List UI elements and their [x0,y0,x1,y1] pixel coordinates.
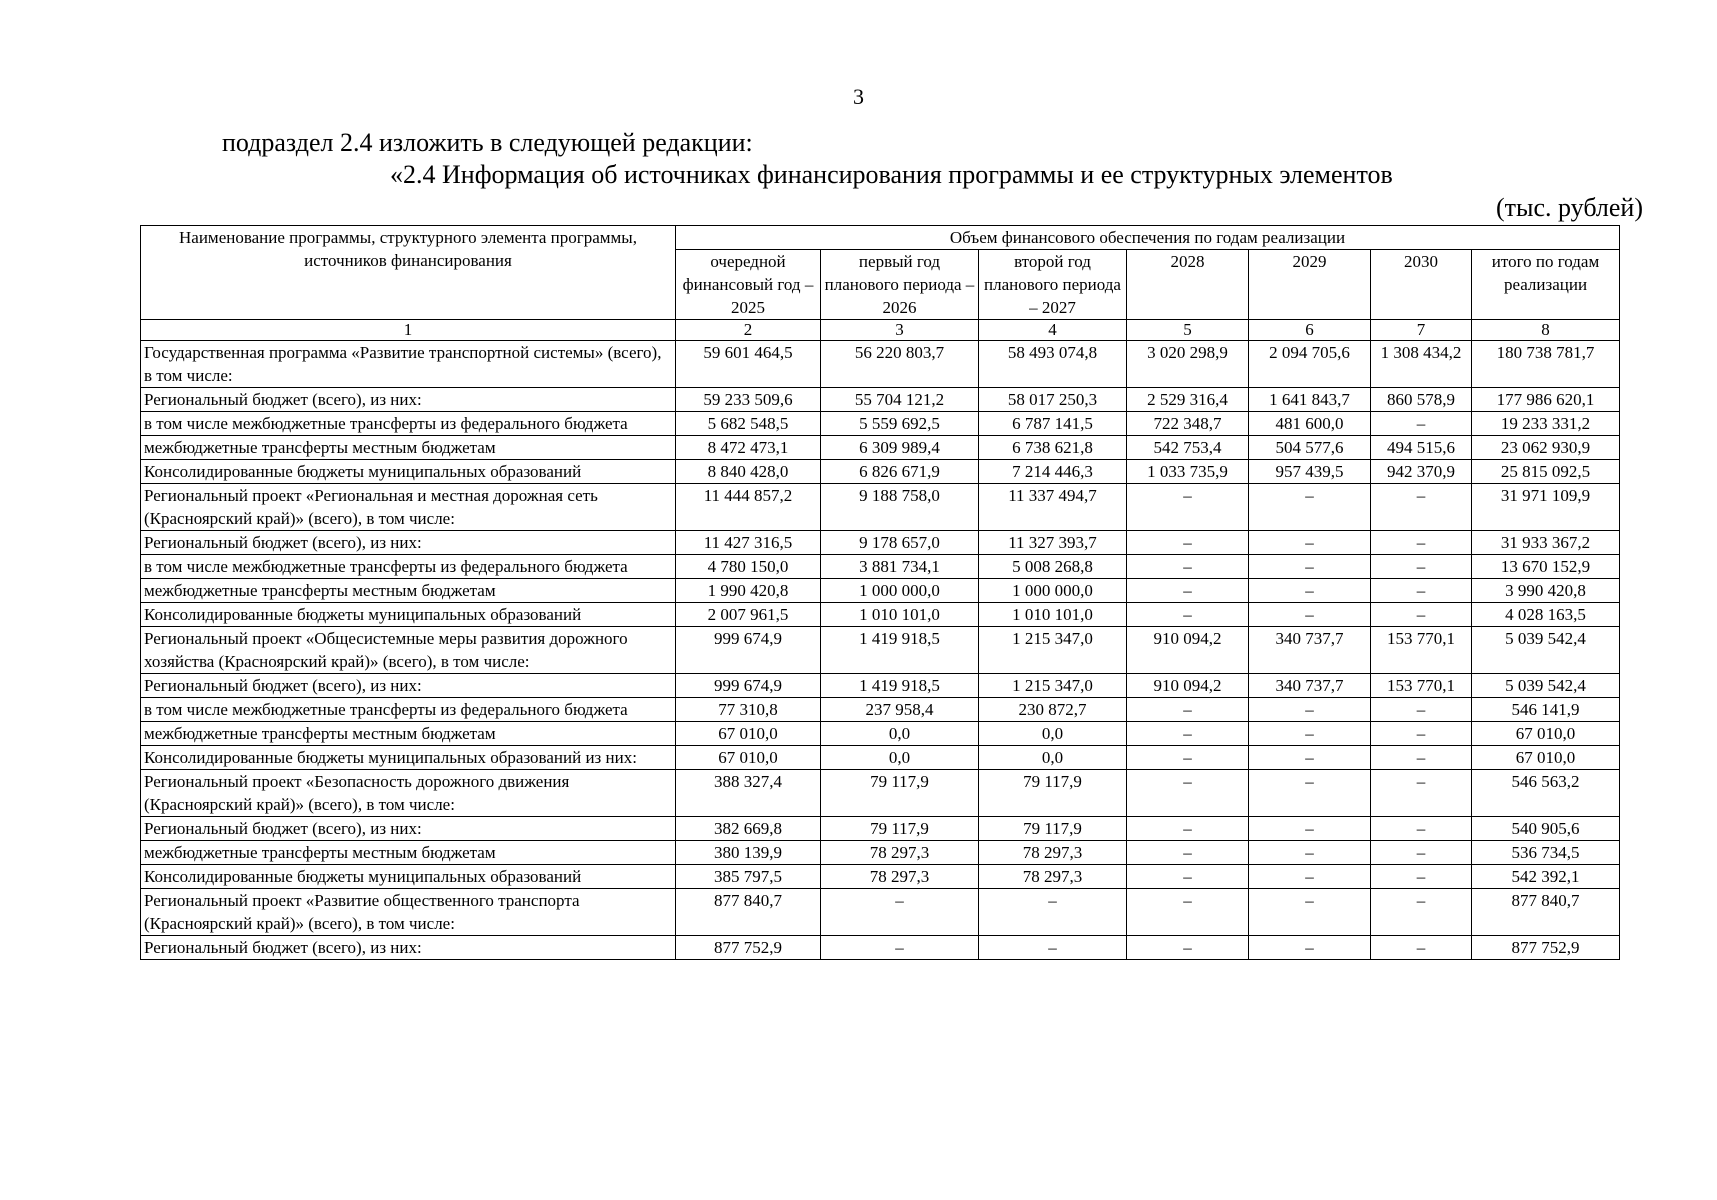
column-number: 1 [141,320,676,341]
table-row [141,627,1620,674]
row-value: 877 752,9 [676,936,821,960]
row-name: межбюджетные трансферты местным бюджетам [141,722,676,746]
row-value: 79 117,9 [821,817,979,841]
row-value: 1 641 843,7 [1249,388,1371,412]
row-value: 3 881 734,1 [821,555,979,579]
row-value: – [1371,889,1472,936]
row-value: 6 738 621,8 [979,436,1127,460]
row-value: 11 327 393,7 [979,531,1127,555]
year-header: первый год планового периода – 2026 [821,250,979,320]
table-row [141,817,1620,841]
row-value: 31 971 109,9 [1472,484,1620,531]
row-value: 0,0 [979,722,1127,746]
column-number: 3 [821,320,979,341]
row-value: – [979,889,1127,936]
row-value: 11 444 857,2 [676,484,821,531]
row-name: межбюджетные трансферты местным бюджетам [141,436,676,460]
row-value: 8 840 428,0 [676,460,821,484]
row-value: – [1249,770,1371,817]
row-name: Консолидированные бюджеты муниципальных образований [141,460,676,484]
section-heading: «2.4 Информация об источниках финансирования программы и ее структурных элементов [390,160,1393,189]
row-value: – [1249,889,1371,936]
row-value: 877 840,7 [1472,889,1620,936]
row-value: 494 515,6 [1371,436,1472,460]
row-value: 0,0 [979,746,1127,770]
row-name: Региональный бюджет (всего), из них: [141,936,676,960]
column-number: 8 [1472,320,1620,341]
row-value: 1 000 000,0 [821,579,979,603]
row-value: 5 039 542,4 [1472,627,1620,674]
row-value: 67 010,0 [676,746,821,770]
name-column-header: Наименование программы, структурного элемента программы, источников финансирования [141,226,676,320]
row-value: 999 674,9 [676,674,821,698]
row-value: 910 094,2 [1127,627,1249,674]
row-value: 340 737,7 [1249,674,1371,698]
row-value: – [979,936,1127,960]
table-row [141,388,1620,412]
funding-group-header: Объем финансового обеспечения по годам реализации [676,226,1620,250]
row-value: – [1371,412,1472,436]
table-row [141,722,1620,746]
row-value: 8 472 473,1 [676,436,821,460]
row-value: 382 669,8 [676,817,821,841]
row-value: 1 010 101,0 [979,603,1127,627]
row-value: 59 233 509,6 [676,388,821,412]
row-value: 9 178 657,0 [821,531,979,555]
row-value: – [1127,531,1249,555]
table-row [141,436,1620,460]
row-value: 0,0 [821,746,979,770]
row-value: 546 563,2 [1472,770,1620,817]
row-value: 25 815 092,5 [1472,460,1620,484]
row-value: 6 309 989,4 [821,436,979,460]
table-row [141,603,1620,627]
row-value: 56 220 803,7 [821,341,979,388]
table-row [141,341,1620,388]
table-row [141,698,1620,722]
row-value: 59 601 464,5 [676,341,821,388]
row-name: в том числе межбюджетные трансферты из федерального бюджета [141,555,676,579]
row-value: 6 787 141,5 [979,412,1127,436]
row-value: 860 578,9 [1371,388,1472,412]
row-value: 877 840,7 [676,889,821,936]
row-name: Консолидированные бюджеты муниципальных образований из них: [141,746,676,770]
row-value: 942 370,9 [1371,460,1472,484]
row-name: межбюджетные трансферты местным бюджетам [141,841,676,865]
units-label: (тыс. рублей) [1495,193,1643,222]
row-value: 7 214 446,3 [979,460,1127,484]
row-value: 540 905,6 [1472,817,1620,841]
row-value: – [1249,603,1371,627]
row-value: 5 559 692,5 [821,412,979,436]
row-value: 957 439,5 [1249,460,1371,484]
row-value: – [1249,555,1371,579]
year-header: второй год планового периода – 2027 [979,250,1127,320]
row-value: – [1371,817,1472,841]
row-value: – [1371,555,1472,579]
row-value: 1 215 347,0 [979,627,1127,674]
table-row [141,555,1620,579]
row-name: Консолидированные бюджеты муниципальных образований [141,865,676,889]
row-value: – [1127,770,1249,817]
column-number: 6 [1249,320,1371,341]
column-number: 4 [979,320,1127,341]
row-value: 180 738 781,7 [1472,341,1620,388]
row-value: – [1249,817,1371,841]
row-value: 77 310,8 [676,698,821,722]
row-value: 3 020 298,9 [1127,341,1249,388]
header-row-group [141,226,1620,250]
row-value: – [1127,865,1249,889]
row-value: 504 577,6 [1249,436,1371,460]
table-row [141,889,1620,936]
row-value: – [821,936,979,960]
table-row [141,841,1620,865]
column-number-row [141,320,1620,341]
row-value: 1 033 735,9 [1127,460,1249,484]
row-value: 5 039 542,4 [1472,674,1620,698]
row-value: 67 010,0 [676,722,821,746]
row-value: – [1249,579,1371,603]
row-name: в том числе межбюджетные трансферты из федерального бюджета [141,412,676,436]
row-value: 67 010,0 [1472,722,1620,746]
row-value: – [1127,555,1249,579]
row-value: 5 008 268,8 [979,555,1127,579]
row-value: 0,0 [821,722,979,746]
row-value: 9 188 758,0 [821,484,979,531]
row-value: 380 139,9 [676,841,821,865]
row-value: 6 826 671,9 [821,460,979,484]
row-value: – [1127,841,1249,865]
year-header: очередной финансовый год – 2025 [676,250,821,320]
row-value: – [1371,841,1472,865]
column-number: 7 [1371,320,1472,341]
row-value: – [1249,484,1371,531]
row-value: 536 734,5 [1472,841,1620,865]
row-value: 177 986 620,1 [1472,388,1620,412]
row-value: 67 010,0 [1472,746,1620,770]
row-value: – [1371,746,1472,770]
year-header: 2030 [1371,250,1472,320]
row-value: – [1249,865,1371,889]
row-value: 1 010 101,0 [821,603,979,627]
row-value: 11 337 494,7 [979,484,1127,531]
row-value: – [1127,698,1249,722]
row-value: 78 297,3 [821,841,979,865]
row-value: 1 308 434,2 [1371,341,1472,388]
row-value: 11 427 316,5 [676,531,821,555]
row-value: 23 062 930,9 [1472,436,1620,460]
row-name: межбюджетные трансферты местным бюджетам [141,579,676,603]
row-value: 58 017 250,3 [979,388,1127,412]
row-value: – [1127,889,1249,936]
row-value: 1 000 000,0 [979,579,1127,603]
row-value: 542 392,1 [1472,865,1620,889]
row-value: 385 797,5 [676,865,821,889]
row-value: 31 933 367,2 [1472,531,1620,555]
row-value: 3 990 420,8 [1472,579,1620,603]
row-name: Региональный проект «Безопасность дорожного движения (Красноярский край)» (всего), в том числе: [141,770,676,817]
row-name: Региональный бюджет (всего), из них: [141,388,676,412]
row-name: Государственная программа «Развитие транспортной системы» (всего), в том числе: [141,341,676,388]
row-value: 237 958,4 [821,698,979,722]
row-value: – [1371,603,1472,627]
row-value: 78 297,3 [979,865,1127,889]
row-value: – [1371,698,1472,722]
row-value: 2 094 705,6 [1249,341,1371,388]
row-value: 5 682 548,5 [676,412,821,436]
row-value: – [1127,746,1249,770]
row-value: 388 327,4 [676,770,821,817]
row-value: 481 600,0 [1249,412,1371,436]
year-header: 2029 [1249,250,1371,320]
row-value: 1 990 420,8 [676,579,821,603]
row-value: 153 770,1 [1371,674,1472,698]
row-value: 78 297,3 [979,841,1127,865]
table-row [141,579,1620,603]
table-row [141,936,1620,960]
row-value: 910 094,2 [1127,674,1249,698]
row-value: – [1127,817,1249,841]
row-value: 153 770,1 [1371,627,1472,674]
row-value: – [1249,722,1371,746]
row-value: 999 674,9 [676,627,821,674]
row-value: 4 028 163,5 [1472,603,1620,627]
row-name: Региональный бюджет (всего), из них: [141,531,676,555]
row-value: 19 233 331,2 [1472,412,1620,436]
row-value: 55 704 121,2 [821,388,979,412]
table-row [141,484,1620,531]
row-value: – [1371,722,1472,746]
table-row [141,770,1620,817]
row-name: в том числе межбюджетные трансферты из федерального бюджета [141,698,676,722]
row-value: – [1249,698,1371,722]
row-value: 1 419 918,5 [821,627,979,674]
row-value: 230 872,7 [979,698,1127,722]
row-value: – [1371,936,1472,960]
row-name: Региональный проект «Развитие общественного транспорта (Красноярский край)» (всего), в том числе: [141,889,676,936]
financing-table [140,225,1620,960]
row-value: 4 780 150,0 [676,555,821,579]
row-value: 2 007 961,5 [676,603,821,627]
row-name: Региональный проект «Региональная и местная дорожная сеть (Красноярский край)» (всего), в том числе: [141,484,676,531]
table-row [141,531,1620,555]
row-value: – [1249,746,1371,770]
table-row [141,412,1620,436]
row-value: 58 493 074,8 [979,341,1127,388]
row-value: – [1127,484,1249,531]
table-row [141,674,1620,698]
row-value: 79 117,9 [979,817,1127,841]
column-number: 2 [676,320,821,341]
row-value: – [1127,603,1249,627]
row-name: Региональный проект «Общесистемные меры развития дорожного хозяйства (Красноярский край)» (всего), в том числе: [141,627,676,674]
row-value: – [1371,579,1472,603]
row-value: 542 753,4 [1127,436,1249,460]
row-value: 13 670 152,9 [1472,555,1620,579]
row-value: – [1371,484,1472,531]
row-value: – [1249,936,1371,960]
row-value: – [1371,770,1472,817]
row-name: Региональный бюджет (всего), из них: [141,674,676,698]
table-body [141,341,1620,960]
row-value: – [1249,531,1371,555]
row-value: 78 297,3 [821,865,979,889]
row-value: 79 117,9 [821,770,979,817]
page-number: 3 [853,84,864,109]
row-value: 722 348,7 [1127,412,1249,436]
row-value: – [1127,722,1249,746]
row-value: 877 752,9 [1472,936,1620,960]
row-value: – [1127,936,1249,960]
row-name: Консолидированные бюджеты муниципальных образований [141,603,676,627]
table-row [141,460,1620,484]
row-value: 1 419 918,5 [821,674,979,698]
row-value: 2 529 316,4 [1127,388,1249,412]
row-value: – [1249,841,1371,865]
year-header: 2028 [1127,250,1249,320]
column-number: 5 [1127,320,1249,341]
table-row [141,865,1620,889]
year-header: итого по годам реализации [1472,250,1620,320]
row-value: – [821,889,979,936]
row-value: 546 141,9 [1472,698,1620,722]
row-value: – [1371,531,1472,555]
row-value: – [1371,865,1472,889]
row-value: 340 737,7 [1249,627,1371,674]
row-value: 1 215 347,0 [979,674,1127,698]
row-value: 79 117,9 [979,770,1127,817]
row-value: – [1127,579,1249,603]
row-name: Региональный бюджет (всего), из них: [141,817,676,841]
intro-text: подраздел 2.4 изложить в следующей редакции: [222,128,753,157]
table-row [141,746,1620,770]
